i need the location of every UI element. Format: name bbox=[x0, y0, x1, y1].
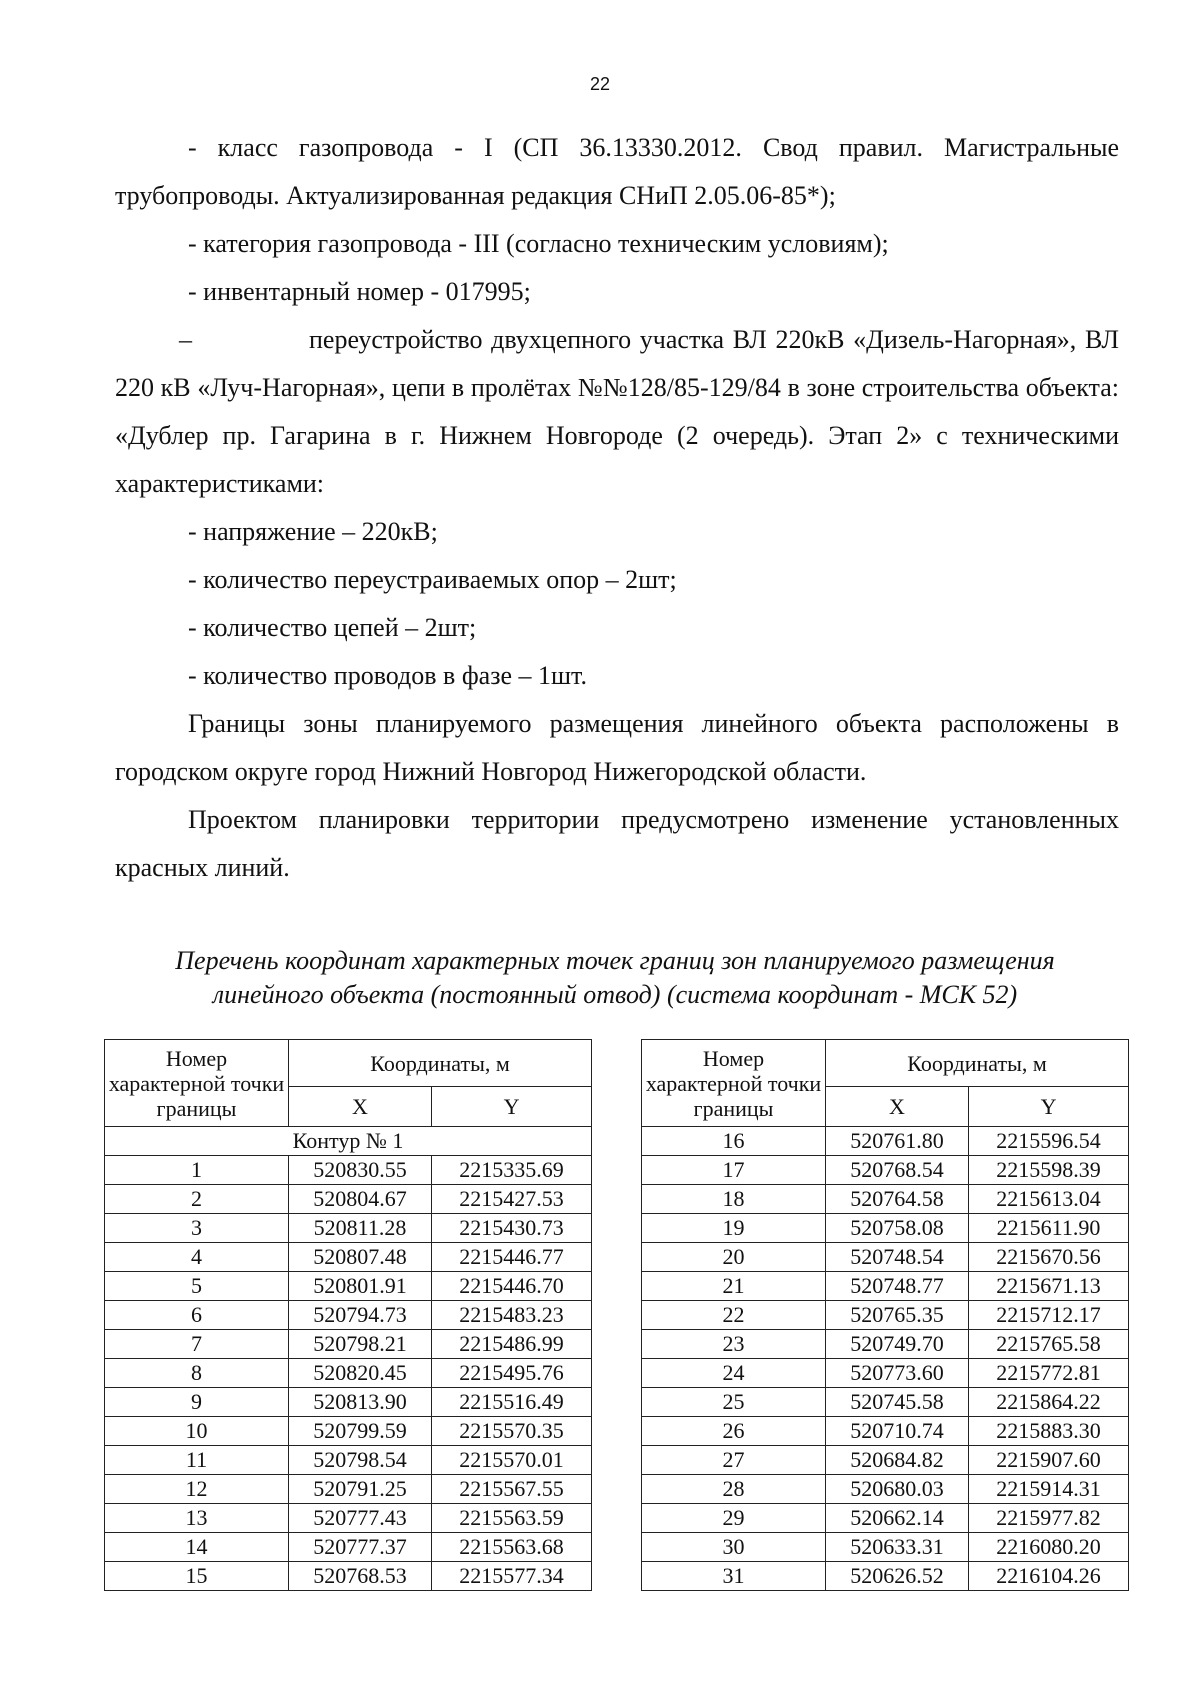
point-number-cell: 2 bbox=[105, 1185, 289, 1214]
table-row bbox=[642, 1214, 1129, 1243]
x-coordinate-cell: 520745.58 bbox=[826, 1388, 969, 1417]
x-coordinate-cell: 520801.91 bbox=[289, 1272, 432, 1301]
x-coordinate-cell: 520626.52 bbox=[826, 1562, 969, 1591]
point-number-cell: 8 bbox=[105, 1359, 289, 1388]
table-row bbox=[105, 1156, 592, 1185]
point-number-cell: 4 bbox=[105, 1243, 289, 1272]
table-row bbox=[642, 1330, 1129, 1359]
x-coordinate-cell: 520811.28 bbox=[289, 1214, 432, 1243]
header-point-number: Номер характерной точки границы bbox=[105, 1040, 289, 1127]
y-coordinate-cell: 2215712.17 bbox=[969, 1301, 1129, 1330]
table-row bbox=[105, 1475, 592, 1504]
point-number-cell: 14 bbox=[105, 1533, 289, 1562]
y-coordinate-cell: 2215577.34 bbox=[432, 1562, 592, 1591]
y-coordinate-cell: 2215427.53 bbox=[432, 1185, 592, 1214]
y-coordinate-cell: 2215613.04 bbox=[969, 1185, 1129, 1214]
y-coordinate-cell: 2215907.60 bbox=[969, 1446, 1129, 1475]
body-text bbox=[115, 124, 1119, 892]
x-coordinate-cell: 520758.08 bbox=[826, 1214, 969, 1243]
x-coordinate-cell: 520798.54 bbox=[289, 1446, 432, 1475]
y-coordinate-cell: 2215570.01 bbox=[432, 1446, 592, 1475]
point-number-cell: 15 bbox=[105, 1562, 289, 1591]
header-y: Y bbox=[432, 1087, 592, 1127]
table-row bbox=[642, 1533, 1129, 1562]
x-coordinate-cell: 520633.31 bbox=[826, 1533, 969, 1562]
table-row bbox=[642, 1417, 1129, 1446]
point-number-cell: 3 bbox=[105, 1214, 289, 1243]
coordinates-table-left bbox=[104, 1039, 592, 1591]
y-coordinate-cell: 2215516.49 bbox=[432, 1388, 592, 1417]
point-number-cell: 24 bbox=[642, 1359, 826, 1388]
table-row bbox=[642, 1301, 1129, 1330]
point-number-cell: 28 bbox=[642, 1475, 826, 1504]
paragraph-red-lines: Проектом планировки территории предусмотрено изменение установленных красных линий. bbox=[115, 805, 1119, 882]
table-row bbox=[105, 1243, 592, 1272]
x-coordinate-cell: 520680.03 bbox=[826, 1475, 969, 1504]
header-x: X bbox=[826, 1087, 969, 1127]
paragraph-gas-category: - категория газопровода - III (согласно техническим условиям); bbox=[188, 229, 889, 258]
point-number-cell: 18 bbox=[642, 1185, 826, 1214]
x-coordinate-cell: 520813.90 bbox=[289, 1388, 432, 1417]
x-coordinate-cell: 520710.74 bbox=[826, 1417, 969, 1446]
y-coordinate-cell: 2215598.39 bbox=[969, 1156, 1129, 1185]
point-number-cell: 19 bbox=[642, 1214, 826, 1243]
table-caption bbox=[100, 944, 1130, 1012]
x-coordinate-cell: 520804.67 bbox=[289, 1185, 432, 1214]
header-y: Y bbox=[969, 1087, 1129, 1127]
y-coordinate-cell: 2215671.13 bbox=[969, 1272, 1129, 1301]
x-coordinate-cell: 520764.58 bbox=[826, 1185, 969, 1214]
paragraph-zone-boundaries: Границы зоны планируемого размещения линейного объекта расположены в городском округе город Нижний Новгород Нижегородской области. bbox=[115, 709, 1119, 786]
x-coordinate-cell: 520768.54 bbox=[826, 1156, 969, 1185]
point-number-cell: 17 bbox=[642, 1156, 826, 1185]
table-row bbox=[642, 1562, 1129, 1591]
point-number-cell: 7 bbox=[105, 1330, 289, 1359]
table-row bbox=[642, 1475, 1129, 1504]
point-number-cell: 23 bbox=[642, 1330, 826, 1359]
characteristic-wires: - количество проводов в фазе – 1шт. bbox=[188, 661, 587, 690]
y-coordinate-cell: 2215883.30 bbox=[969, 1417, 1129, 1446]
point-number-cell: 1 bbox=[105, 1156, 289, 1185]
list-dash: – bbox=[179, 325, 192, 354]
y-coordinate-cell: 2215977.82 bbox=[969, 1504, 1129, 1533]
point-number-cell: 6 bbox=[105, 1301, 289, 1330]
y-coordinate-cell: 2215563.59 bbox=[432, 1504, 592, 1533]
table-row bbox=[642, 1127, 1129, 1156]
x-coordinate-cell: 520794.73 bbox=[289, 1301, 432, 1330]
y-coordinate-cell: 2215670.56 bbox=[969, 1243, 1129, 1272]
y-coordinate-cell: 2215864.22 bbox=[969, 1388, 1129, 1417]
table-row bbox=[105, 1359, 592, 1388]
y-coordinate-cell: 2215563.68 bbox=[432, 1533, 592, 1562]
y-coordinate-cell: 2215596.54 bbox=[969, 1127, 1129, 1156]
x-coordinate-cell: 520791.25 bbox=[289, 1475, 432, 1504]
y-coordinate-cell: 2215335.69 bbox=[432, 1156, 592, 1185]
paragraph-power-line-rebuild bbox=[115, 316, 1119, 508]
point-number-cell: 30 bbox=[642, 1533, 826, 1562]
point-number-cell: 11 bbox=[105, 1446, 289, 1475]
y-coordinate-cell: 2215765.58 bbox=[969, 1330, 1129, 1359]
y-coordinate-cell: 2215570.35 bbox=[432, 1417, 592, 1446]
x-coordinate-cell: 520768.53 bbox=[289, 1562, 432, 1591]
point-number-cell: 13 bbox=[105, 1504, 289, 1533]
table-row bbox=[105, 1301, 592, 1330]
characteristic-circuits: - количество цепей – 2шт; bbox=[188, 613, 477, 642]
x-coordinate-cell: 520773.60 bbox=[826, 1359, 969, 1388]
table-row bbox=[642, 1272, 1129, 1301]
x-coordinate-cell: 520765.35 bbox=[826, 1301, 969, 1330]
characteristic-voltage: - напряжение – 220кВ; bbox=[188, 517, 438, 546]
page-number: 22 bbox=[589, 74, 611, 94]
header-coordinates: Координаты, м bbox=[289, 1040, 592, 1087]
table-caption-line-2: линейного объекта (постоянный отвод) (система координат - МСК 52) bbox=[212, 980, 1018, 1009]
table-row bbox=[105, 1417, 592, 1446]
table-row bbox=[642, 1185, 1129, 1214]
x-coordinate-cell: 520777.43 bbox=[289, 1504, 432, 1533]
paragraph-inventory-number: - инвентарный номер - 017995; bbox=[188, 277, 531, 306]
table-row bbox=[642, 1359, 1129, 1388]
point-number-cell: 27 bbox=[642, 1446, 826, 1475]
point-number-cell: 9 bbox=[105, 1388, 289, 1417]
point-number-cell: 16 bbox=[642, 1127, 826, 1156]
table-row bbox=[642, 1504, 1129, 1533]
x-coordinate-cell: 520662.14 bbox=[826, 1504, 969, 1533]
table-row bbox=[105, 1272, 592, 1301]
y-coordinate-cell: 2215772.81 bbox=[969, 1359, 1129, 1388]
table-row bbox=[642, 1156, 1129, 1185]
x-coordinate-cell: 520777.37 bbox=[289, 1533, 432, 1562]
point-number-cell: 20 bbox=[642, 1243, 826, 1272]
x-coordinate-cell: 520799.59 bbox=[289, 1417, 432, 1446]
x-coordinate-cell: 520820.45 bbox=[289, 1359, 432, 1388]
x-coordinate-cell: 520749.70 bbox=[826, 1330, 969, 1359]
x-coordinate-cell: 520807.48 bbox=[289, 1243, 432, 1272]
table-row bbox=[105, 1388, 592, 1417]
header-point-number: Номер характерной точки границы bbox=[642, 1040, 826, 1127]
x-coordinate-cell: 520748.54 bbox=[826, 1243, 969, 1272]
table-row bbox=[642, 1243, 1129, 1272]
x-coordinate-cell: 520761.80 bbox=[826, 1127, 969, 1156]
point-number-cell: 29 bbox=[642, 1504, 826, 1533]
y-coordinate-cell: 2216104.26 bbox=[969, 1562, 1129, 1591]
coordinates-table-right bbox=[641, 1039, 1129, 1591]
point-number-cell: 31 bbox=[642, 1562, 826, 1591]
x-coordinate-cell: 520684.82 bbox=[826, 1446, 969, 1475]
table-caption-line-1: Перечень координат характерных точек границ зон планируемого размещения bbox=[175, 946, 1055, 975]
table-row bbox=[105, 1446, 592, 1475]
y-coordinate-cell: 2215446.70 bbox=[432, 1272, 592, 1301]
point-number-cell: 5 bbox=[105, 1272, 289, 1301]
table-row bbox=[642, 1388, 1129, 1417]
y-coordinate-cell: 2215446.77 bbox=[432, 1243, 592, 1272]
point-number-cell: 22 bbox=[642, 1301, 826, 1330]
table-row bbox=[105, 1504, 592, 1533]
y-coordinate-cell: 2215486.99 bbox=[432, 1330, 592, 1359]
y-coordinate-cell: 2216080.20 bbox=[969, 1533, 1129, 1562]
power-line-rebuild-text: переустройство двухцепного участка ВЛ 220кВ «Дизель-Нагорная», ВЛ 220 кВ «Луч-Нагорная», цепи в пролётах №№128/85-129/84 в зоне строительства объекта: «Дублер пр. Гагарина в г. Нижнем Новгороде (2 очередь). Этап 2» с техническими характеристиками: bbox=[115, 325, 1119, 498]
x-coordinate-cell: 520830.55 bbox=[289, 1156, 432, 1185]
table-row bbox=[105, 1214, 592, 1243]
point-number-cell: 21 bbox=[642, 1272, 826, 1301]
table-row bbox=[105, 1185, 592, 1214]
header-coordinates: Координаты, м bbox=[826, 1040, 1129, 1087]
y-coordinate-cell: 2215483.23 bbox=[432, 1301, 592, 1330]
characteristic-poles: - количество переустраиваемых опор – 2шт; bbox=[188, 565, 677, 594]
table-row bbox=[105, 1562, 592, 1591]
contour-label: Контур № 1 bbox=[105, 1127, 592, 1156]
y-coordinate-cell: 2215495.76 bbox=[432, 1359, 592, 1388]
point-number-cell: 25 bbox=[642, 1388, 826, 1417]
point-number-cell: 26 bbox=[642, 1417, 826, 1446]
table-row bbox=[642, 1446, 1129, 1475]
point-number-cell: 10 bbox=[105, 1417, 289, 1446]
y-coordinate-cell: 2215430.73 bbox=[432, 1214, 592, 1243]
x-coordinate-cell: 520798.21 bbox=[289, 1330, 432, 1359]
paragraph-gas-class: - класс газопровода - I (СП 36.13330.2012. Свод правил. Магистральные трубопроводы. Актуализированная редакция СНиП 2.05.06-85*); bbox=[115, 133, 1119, 210]
table-row bbox=[105, 1533, 592, 1562]
y-coordinate-cell: 2215611.90 bbox=[969, 1214, 1129, 1243]
y-coordinate-cell: 2215567.55 bbox=[432, 1475, 592, 1504]
table-row bbox=[105, 1330, 592, 1359]
y-coordinate-cell: 2215914.31 bbox=[969, 1475, 1129, 1504]
header-x: X bbox=[289, 1087, 432, 1127]
point-number-cell: 12 bbox=[105, 1475, 289, 1504]
x-coordinate-cell: 520748.77 bbox=[826, 1272, 969, 1301]
